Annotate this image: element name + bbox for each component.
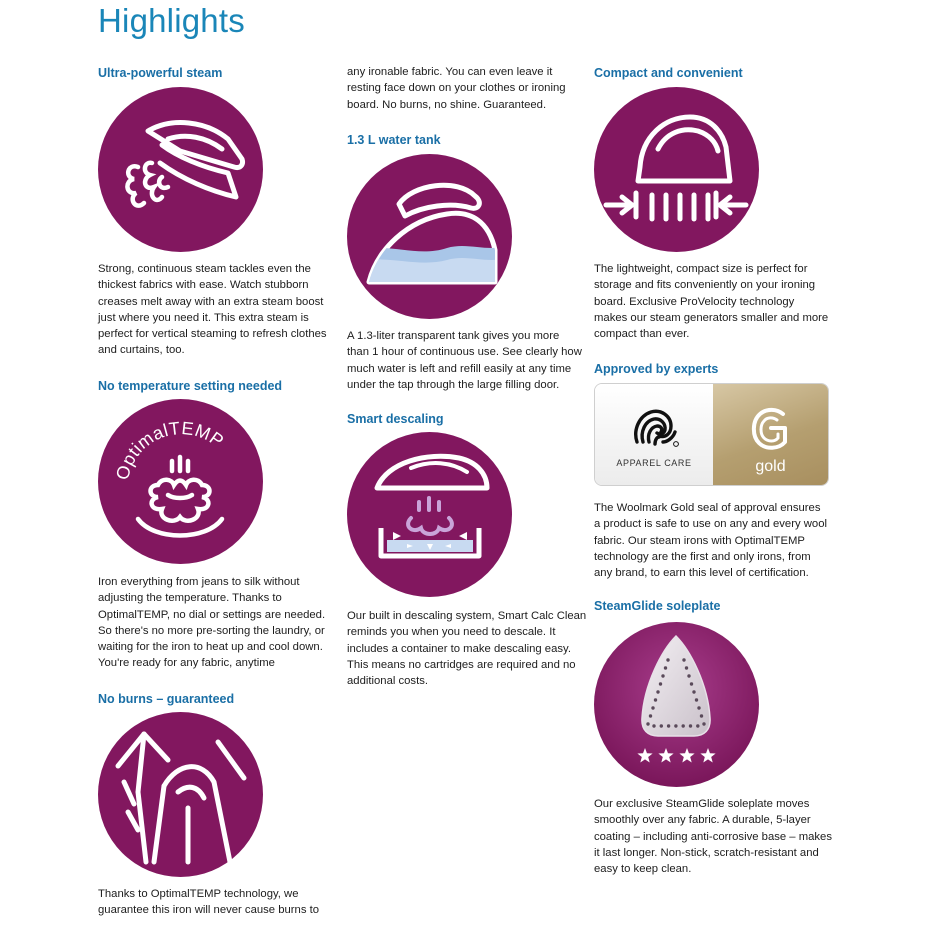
heading-ultra-steam: Ultra-powerful steam bbox=[98, 66, 223, 80]
heading-soleplate: SteamGlide soleplate bbox=[594, 599, 721, 613]
heading-compact: Compact and convenient bbox=[594, 66, 743, 80]
woolmark-gold-seal bbox=[594, 383, 829, 486]
apparel-care-panel bbox=[595, 384, 713, 485]
apparel-care-label: APPAREL CARE bbox=[616, 458, 692, 468]
heading-no-temp: No temperature setting needed bbox=[98, 379, 283, 393]
steam-iron-icon bbox=[98, 87, 263, 252]
text-no-temp: Iron everything from jeans to silk without adjusting the temperature. Thanks to OptimalTEMP, no dial or settings are needed. So there's no more pre-sorting the laundry, or waiting for the iron to heat up and cool down. You're ready for any fabric, anytime bbox=[98, 576, 326, 670]
text-compact: The lightweight, compact size is perfect for storage and fits conveniently on your ironing board. Exclusive ProVelocity technology makes our steam generators smaller and more compact than ever. bbox=[594, 263, 829, 341]
soleplate-icon bbox=[594, 622, 759, 787]
page-title: Highlights bbox=[98, 2, 245, 39]
heading-descaling: Smart descaling bbox=[347, 412, 444, 426]
optimaltemp-badge-text: OptimalTEMP bbox=[112, 417, 228, 482]
heading-experts: Approved by experts bbox=[594, 362, 719, 376]
heading-water-tank: 1.3 L water tank bbox=[347, 133, 441, 147]
heading-no-burns: No burns – guaranteed bbox=[98, 692, 235, 706]
text-water-tank: A 1.3-liter transparent tank gives you more than 1 hour of continuous use. See clearly how much water is left and refill easily at any time under the tap through the large filling door. bbox=[347, 330, 582, 391]
text-ultra-steam: Strong, continuous steam tackles even the thickest fabrics with ease. Watch stubborn creases melt away with an extra steam boost just where you need it. This extra steam is perfect for vertical steaming to refresh clothes and curtains, too. bbox=[98, 263, 327, 357]
text-no-burns: Thanks to OptimalTEMP technology, we guarantee this iron will never cause burns to bbox=[98, 888, 320, 917]
shirt-iron-icon bbox=[98, 712, 263, 877]
gold-panel bbox=[713, 384, 828, 485]
text-soleplate: Our exclusive SteamGlide soleplate moves smoothly over any fabric. A durable, 5-layer coating – including anti-corrosive base – makes it last longer. Non-stick, scratch-resistant and easy to keep clean. bbox=[594, 798, 832, 876]
water-tank-icon bbox=[347, 154, 512, 319]
woolmark-icon bbox=[629, 402, 681, 454]
text-experts: The Woolmark Gold seal of approval ensures a product is safe to use on any and every wool fabric. Our steam irons with OptimalTEMP technology are the first and only irons, from any brand, to earn this level of certification. bbox=[594, 502, 827, 580]
compact-iron-icon bbox=[594, 87, 759, 252]
descaling-icon bbox=[347, 432, 512, 597]
gold-label: gold bbox=[755, 458, 786, 475]
optimaltemp-icon bbox=[98, 399, 263, 564]
gold-g-icon bbox=[749, 406, 791, 452]
text-descaling: Our built in descaling system, Smart Calc Clean reminds you when you need to descale. It includes a container to make descaling easy. This means no cartridges are required and no additional costs. bbox=[347, 610, 587, 688]
text-no-burns-continued: any ironable fabric. You can even leave it resting face down on your clothes or ironing board. No burns, no shine. Guaranteed. bbox=[347, 66, 566, 111]
